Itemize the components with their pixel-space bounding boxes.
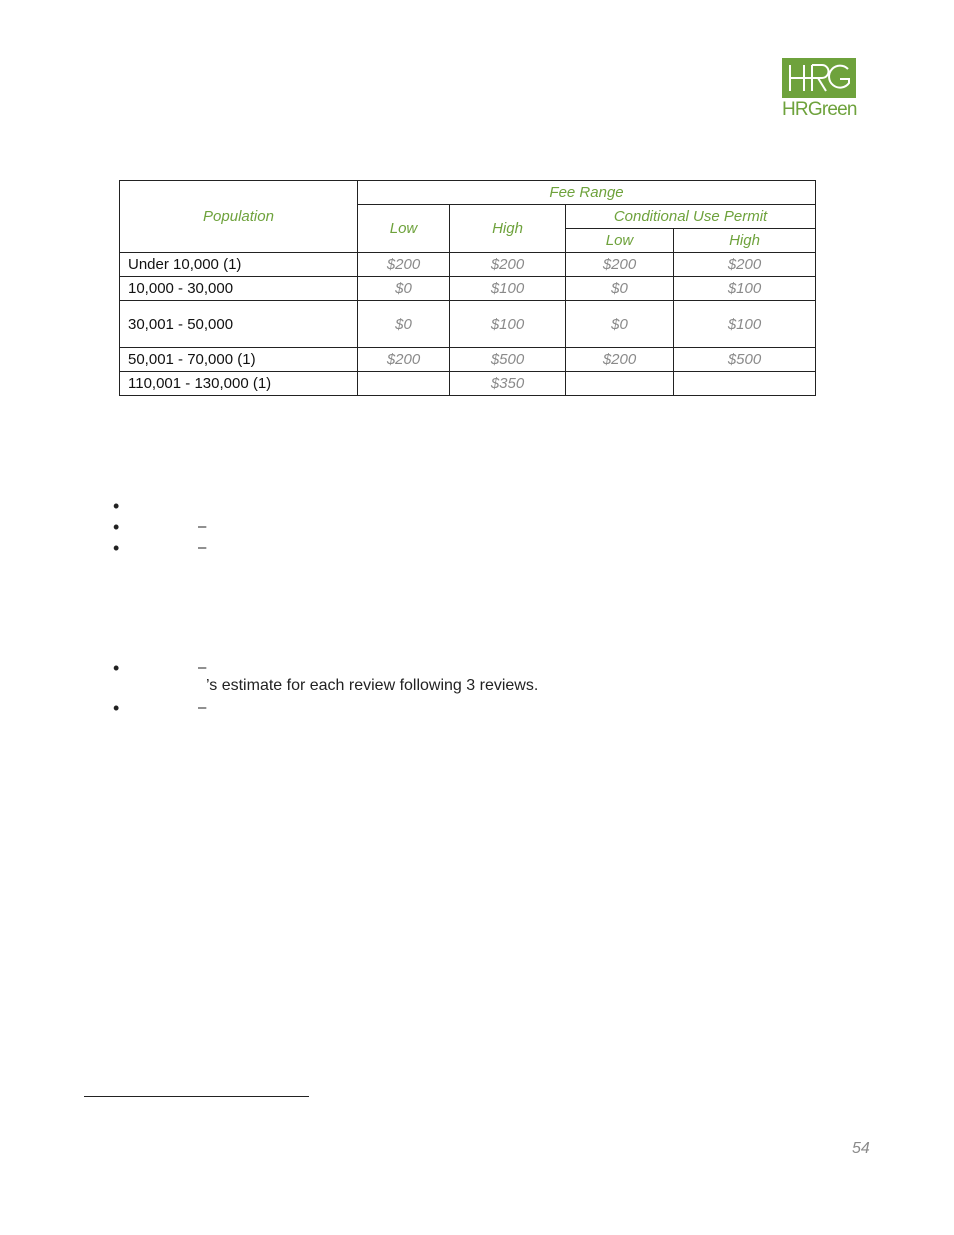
high-cell: $100 [450, 301, 566, 348]
cup-high-cell: $100 [674, 277, 816, 301]
low-cell [358, 372, 450, 396]
fee-range-header: Fee Range [358, 181, 816, 205]
high-header: High [450, 205, 566, 253]
cup-low-cell [566, 372, 674, 396]
population-cell: Under 10,000 (1) [120, 253, 358, 277]
table-header-row [120, 181, 816, 205]
cup-high-cell [674, 372, 816, 396]
logo-wordmark: HRGreen [782, 99, 857, 120]
table-row [120, 348, 816, 372]
high-cell: $100 [450, 277, 566, 301]
bullet-icon: • [113, 517, 120, 537]
low-header: Low [358, 205, 450, 253]
bullet-icon: • [113, 658, 120, 678]
cup-high-cell: $500 [674, 348, 816, 372]
cup-low-cell: $200 [566, 253, 674, 277]
table-row [120, 253, 816, 277]
table-row [120, 277, 816, 301]
high-cell: $500 [450, 348, 566, 372]
dash-text: – [198, 699, 207, 716]
cup-high-cell: $200 [674, 253, 816, 277]
table-row [120, 301, 816, 348]
footnote-divider [84, 1096, 309, 1097]
cup-low-cell: $200 [566, 348, 674, 372]
bullet-icon: • [113, 538, 120, 558]
cup-high-cell: $100 [674, 301, 816, 348]
page-number: 54 [852, 1140, 870, 1157]
conditional-use-permit-header: Conditional Use Permit [566, 205, 816, 229]
cup-low-cell: $0 [566, 277, 674, 301]
dash-text: – [198, 539, 207, 556]
low-cell: $200 [358, 253, 450, 277]
low-cell: $0 [358, 301, 450, 348]
low-cell: $0 [358, 277, 450, 301]
dash-text: – [198, 659, 207, 676]
bullet-icon: • [113, 698, 120, 718]
low-cell: $200 [358, 348, 450, 372]
population-cell: 10,000 - 30,000 [120, 277, 358, 301]
cup-low-header: Low [566, 229, 674, 253]
dash-text: – [198, 518, 207, 535]
hrg-monogram-icon [784, 61, 854, 95]
high-cell: $350 [450, 372, 566, 396]
population-header: Population [120, 181, 358, 253]
cup-low-cell: $0 [566, 301, 674, 348]
fee-range-table [119, 180, 816, 396]
hrgreen-logo [782, 58, 858, 121]
bullet-icon: • [113, 496, 120, 516]
table-row [120, 372, 816, 396]
population-cell: 110,001 - 130,000 (1) [120, 372, 358, 396]
logo-mark [782, 58, 856, 98]
population-cell: 50,001 - 70,000 (1) [120, 348, 358, 372]
high-cell: $200 [450, 253, 566, 277]
bullet-text-fragment: ’s estimate for each review following 3 reviews. [206, 677, 539, 694]
population-cell: 30,001 - 50,000 [120, 301, 358, 348]
cup-high-header: High [674, 229, 816, 253]
